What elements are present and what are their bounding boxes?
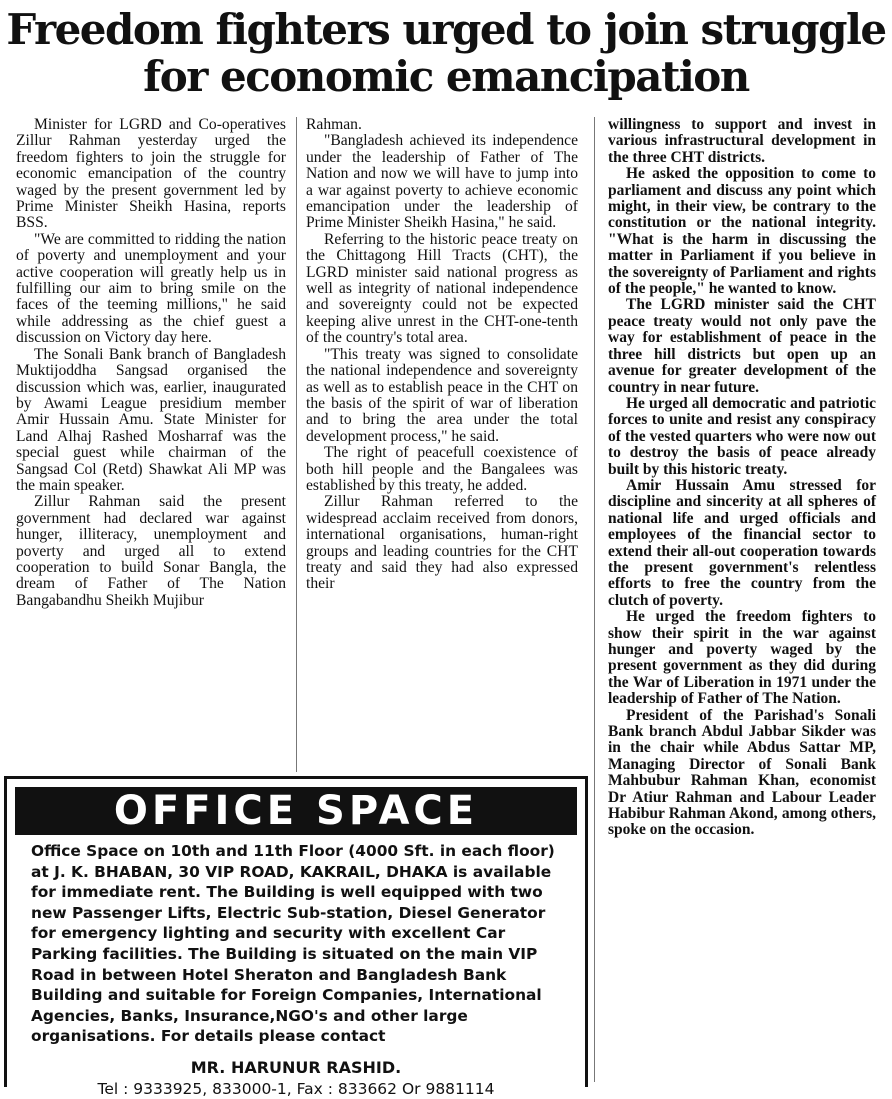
article-headline: Freedom fighters urged to join struggle for economic emancipation xyxy=(6,5,886,101)
column-divider xyxy=(296,117,297,772)
article-column-1 xyxy=(16,117,286,772)
article-column-2 xyxy=(306,117,578,772)
paragraph: "Bangladesh achieved its independence under the leadership of Father of The Nation and now we will have to jump into a war against poverty to achieve economic emancipation under the leadership of Prime Minister Sheikh Hasina," he said. xyxy=(306,132,578,232)
paragraph: The right of peacefull coexistence of both hill people and the Bangalees was established by this treaty, he added. xyxy=(306,444,578,494)
paragraph: willingness to support and invest in various infrastructural development in the three CHT districts. xyxy=(608,116,876,166)
column-divider xyxy=(594,117,595,1082)
ad-title: OFFICE SPACE xyxy=(15,787,577,835)
paragraph: He asked the opposition to come to parliament and discuss any point which might, in their view, be contrary to the constitution or the national integrity. "What is the harm in discussing the matter in Parliament if you believe in the sovereignty of Parliament and rights of the people," he wanted to know. xyxy=(608,165,876,298)
article-column-3 xyxy=(608,117,876,1082)
paragraph: Zillur Rahman said the present government had declared war against hunger, illiteracy, unemployment and poverty and urged all to extend cooperation to build Sonar Bangla, the dream of Father of The Nation Bangabandhu Sheikh Mujibur xyxy=(16,493,286,609)
paragraph: Zillur Rahman referred to the widespread acclaim received from donors, international organisations, human-right groups and leading countries for the CHT treaty and said they had also expressed their xyxy=(306,493,578,593)
paragraph: Amir Hussain Amu stressed for discipline and sincerity at all spheres of national life and urged officials and employees of the financial sector to extend their all-out cooperation towards the present government's relentless efforts to free the country from the clutch of poverty. xyxy=(608,476,876,609)
paragraph: "This treaty was signed to consolidate the national independence and sovereignty as well as to establish peace in the CHT on the basis of the spirit of war of liberation and to bring the area under the total development process," he said. xyxy=(306,345,578,445)
paragraph: President of the Parishad's Sonali Bank branch Abdul Jabbar Sikder was in the chair while Abdus Sattar MP, Managing Director of Sonali Bank Mahbubur Rahman Khan, economist Dr Atiur Rahman and Labour Leader Habibur Rahman Akond, among others, spoke on the occasion. xyxy=(608,706,876,839)
ad-phone-numbers: Tel : 9333925, 833000-1, Fax : 833662 Or 9881114 xyxy=(97,1079,495,1098)
paragraph: He urged the freedom fighters to show their spirit in the war against hunger and poverty waged by the present government as they did during the War of Liberation in 1971 under the leadership of Father of The Nation. xyxy=(608,608,876,708)
paragraph: Minister for LGRD and Co-operatives Zillur Rahman yesterday urged the freedom fighters to join the struggle for economic emancipation of the country waged by the present government led by Prime Minister Sheikh Hasina, reports BSS. xyxy=(16,116,286,232)
paragraph: Rahman. xyxy=(306,116,362,133)
ad-contact-name: MR. HARUNUR RASHID. xyxy=(190,1057,402,1077)
paragraph: "We are committed to ridding the nation of poverty and unemployment and your active cooperation will greatly help us in fulfilling our aim to bring smile on the faces of the teeming millions," he said while addressing as the chief guest a discussion on Victory day here. xyxy=(16,230,286,347)
paragraph: The Sonali Bank branch of Bangladesh Muktijoddha Sangsad organised the discussion which was, earlier, inaugurated by Awami League presidium member Amir Hussain Amu. State Minister for Land Alhaj Rashed Mosharraf was the special guest while chairman of the Sangsad Col (Retd) Shawkat Ali MP was the main speaker. xyxy=(16,345,286,494)
ad-body-text: Office Space on 10th and 11th Floor (4000 Sft. in each floor) at J. K. BHABAN, 30 VIP ROAD, KAKRAIL, DHAKA is available for immediate rent. The Building is well equipped with two new Passenger Lifts, Electric Sub-station, Diesel Generator for emergency lighting and security with excellent Car Parking facilities. The Building is situated on the main VIP Road in between Hotel Sheraton and Bangladesh Bank Building and suitable for Foreign Companies, International Agencies, Banks, Insurance,NGO's and other large organisations. For details please contact xyxy=(31,842,555,1046)
paragraph: The LGRD minister said the CHT peace treaty would not only pave the way for establishment of peace in the three hill districts but open up an avenue for greater development of the country in near future. xyxy=(608,296,876,396)
paragraph: Referring to the historic peace treaty on the Chittagong Hill Tracts (CHT), the LGRD minister said national progress as well as integrity of national independence and sovereignty could not be expected keeping alive unrest in the CHT-one-tenth of the country's total area. xyxy=(306,230,578,347)
office-space-advertisement xyxy=(4,776,588,1098)
paragraph: He urged all democratic and patriotic forces to unite and resist any conspiracy of the vested quarters who were now out to destroy the basis of peace already built by this historic treaty. xyxy=(608,394,876,478)
